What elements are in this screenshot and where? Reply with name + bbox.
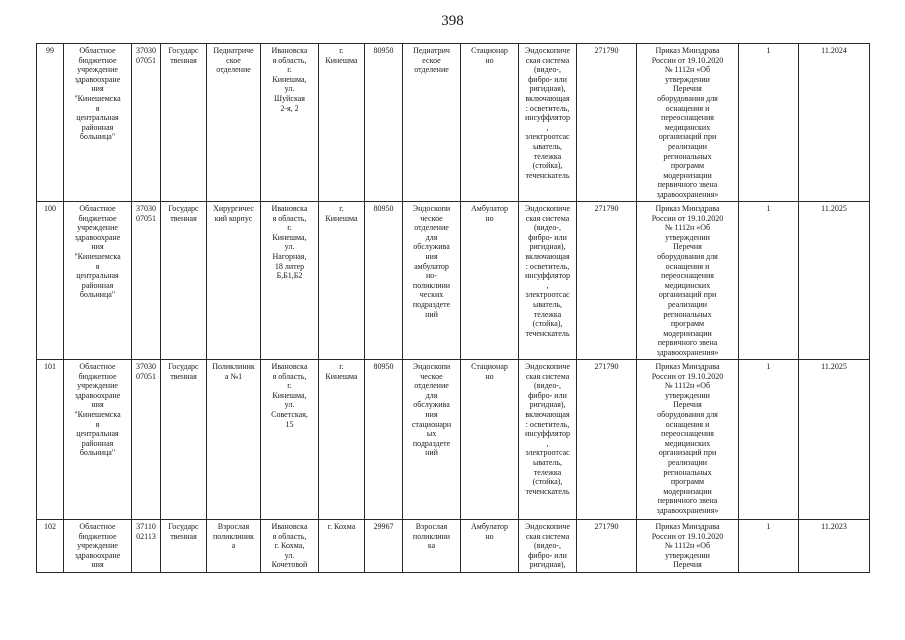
department: Педиатрич еское отделение xyxy=(403,44,461,202)
structural-unit: Взрослая поликлиник а xyxy=(207,520,261,573)
department: Эндоскопи ческое отделение для обслужива ния амбулатор но- поликлини ческих подраздете ний xyxy=(403,202,461,360)
row-number: 101 xyxy=(37,360,64,520)
oktmo-code: 80950 xyxy=(365,360,403,520)
table-row xyxy=(37,520,870,573)
quantity: 1 xyxy=(739,360,799,520)
ownership-form: Государс твенная xyxy=(161,44,207,202)
equipment-name: Эндоскопиче ская система (видео-, фибро- или ригидная), включающая : осветитель, инсуффлятор , электроотсас ыватель, тележка (стойка), теченскатель xyxy=(519,202,577,360)
regulatory-order: Приказ Минздрава России от 19.10.2020 № 1112н «Об утверждении Перечня оборудования для оснащения и переоснащения медицинских организаций при реализации региональных программ модернизации первичного звена здравоохранения» xyxy=(637,360,739,520)
structural-unit: Поликлиник а №1 xyxy=(207,360,261,520)
equipment-table xyxy=(36,43,870,573)
ownership-form: Государс твенная xyxy=(161,360,207,520)
care-conditions: Стационар но xyxy=(461,360,519,520)
care-conditions: Амбулатор но xyxy=(461,202,519,360)
unit-address: Ивановска я область, г. Кинешма, ул. Нагорная, 18 литер Б,Б1,Б2 xyxy=(261,202,319,360)
settlement: г. Кохма xyxy=(319,520,365,573)
equipment-code: 271790 xyxy=(577,520,637,573)
organization-code: 37030 07051 xyxy=(132,44,161,202)
structural-unit: Хирургичес кий корпус xyxy=(207,202,261,360)
oktmo-code: 29967 xyxy=(365,520,403,573)
equipment-name: Эндоскопиче ская система (видео-, фибро- или ригидная), включающая : осветитель, инсуффлятор , электроотсас ыватель, тележка (стойка), теченскатель xyxy=(519,44,577,202)
unit-address: Ивановска я область, г. Кинешма, ул. Шуйская 2-я, 2 xyxy=(261,44,319,202)
settlement: г. Кинешма xyxy=(319,44,365,202)
quantity: 1 xyxy=(739,520,799,573)
organization-name: Областное бюджетное учреждение здравоохране ния "Кинешемска я центральная районная больница" xyxy=(64,202,132,360)
equipment-code: 271790 xyxy=(577,360,637,520)
organization-name: Областное бюджетное учреждение здравоохране ния "Кинешемска я центральная районная больница" xyxy=(64,44,132,202)
delivery-date: 11.2025 xyxy=(799,360,870,520)
regulatory-order: Приказ Минздрава России от 19.10.2020 № 1112н «Об утверждении Перечня xyxy=(637,520,739,573)
delivery-date: 11.2023 xyxy=(799,520,870,573)
table-row xyxy=(37,360,870,520)
row-number: 99 xyxy=(37,44,64,202)
organization-name: Областное бюджетное учреждение здравоохране ния "Кинешемска я центральная районная больница" xyxy=(64,360,132,520)
department: Эндоскопи ческое отделение для обслужива ния стационарн ых подраздете ний xyxy=(403,360,461,520)
unit-address: Ивановска я область, г. Кохма, ул. Кочетовой xyxy=(261,520,319,573)
care-conditions: Стационар но xyxy=(461,44,519,202)
ownership-form: Государс твенная xyxy=(161,520,207,573)
ownership-form: Государс твенная xyxy=(161,202,207,360)
unit-address: Ивановска я область, г. Кинешма, ул. Советская, 15 xyxy=(261,360,319,520)
row-number: 100 xyxy=(37,202,64,360)
equipment-name: Эндоскопиче ская система (видео-, фибро- или ригидная), включающая : осветитель, инсуффлятор , электроотсас ыватель, тележка (стойка), теченскатель xyxy=(519,360,577,520)
row-number: 102 xyxy=(37,520,64,573)
quantity: 1 xyxy=(739,44,799,202)
department: Взрослая поликлини ка xyxy=(403,520,461,573)
delivery-date: 11.2024 xyxy=(799,44,870,202)
equipment-code: 271790 xyxy=(577,44,637,202)
equipment-name: Эндоскопиче ская система (видео-, фибро- или ригидная), xyxy=(519,520,577,573)
page-number: 398 xyxy=(441,13,464,29)
settlement: г. Кинешма xyxy=(319,202,365,360)
equipment-code: 271790 xyxy=(577,202,637,360)
delivery-date: 11.2025 xyxy=(799,202,870,360)
oktmo-code: 80950 xyxy=(365,202,403,360)
organization-code: 37110 02113 xyxy=(132,520,161,573)
regulatory-order: Приказ Минздрава России от 19.10.2020 № 1112н «Об утверждении Перечня оборудования для оснащения и переоснащения медицинских организаций при реализации региональных программ модернизации первичного звена здравоохранения» xyxy=(637,202,739,360)
quantity: 1 xyxy=(739,202,799,360)
care-conditions: Амбулатор но xyxy=(461,520,519,573)
organization-code: 37030 07051 xyxy=(132,202,161,360)
organization-name: Областное бюджетное учреждение здравоохране ния xyxy=(64,520,132,573)
table-row xyxy=(37,44,870,202)
organization-code: 37030 07051 xyxy=(132,360,161,520)
structural-unit: Педиатриче ское отделение xyxy=(207,44,261,202)
oktmo-code: 80950 xyxy=(365,44,403,202)
regulatory-order: Приказ Минздрава России от 19.10.2020 № 1112н «Об утверждении Перечня оборудования для оснащения и переоснащения медицинских организаций при реализации региональных программ модернизации первичного звена здравоохранения» xyxy=(637,44,739,202)
settlement: г. Кинешма xyxy=(319,360,365,520)
table-row xyxy=(37,202,870,360)
